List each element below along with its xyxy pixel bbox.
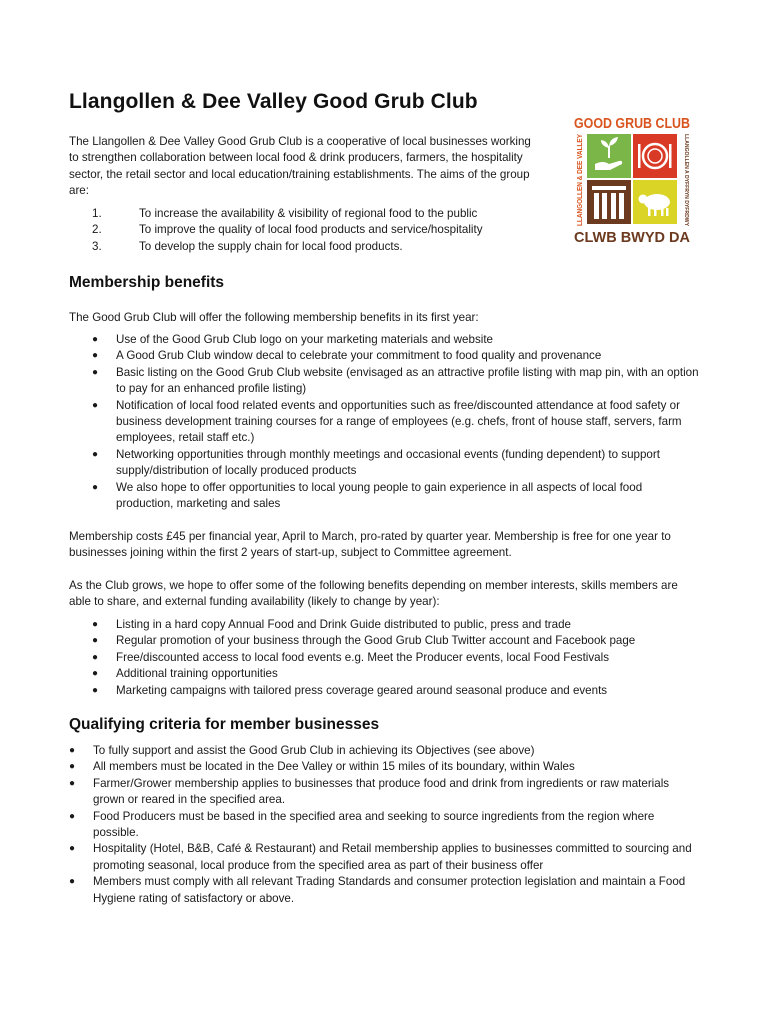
aim-number: 3. — [92, 239, 102, 253]
list-item — [92, 447, 701, 480]
bullet-icon: ● — [92, 635, 99, 647]
aim-item — [69, 222, 549, 238]
list-item — [69, 759, 698, 775]
list-item — [92, 480, 701, 513]
bullet-icon: ● — [92, 334, 99, 345]
list-item — [92, 633, 716, 649]
hand-sprout-icon — [587, 134, 631, 178]
list-item-text: Notification of local food related events and opportunities such as free/discounted attendance at food safety or business development training courses for a range of employees (e.g. chefs, front of house staff, servers, farm employees, retail staff etc.) — [116, 398, 682, 445]
bullet-icon: ● — [69, 745, 76, 756]
list-item-text: Regular promotion of your business through the Good Grub Club Twitter account and Facebook page — [116, 634, 636, 648]
logo-bottom-text: CLWB BWYD DA — [574, 229, 691, 246]
list-item-text: Marketing campaigns with tailored press coverage geared around seasonal produce and events — [116, 683, 608, 697]
membership-benefits-list — [92, 332, 701, 512]
bullet-icon: ● — [92, 651, 99, 663]
list-item-text: Networking opportunities through monthly meetings and occasional events (funding dependent) to support supply/distribution of locally produced products — [116, 447, 660, 478]
plate-cutlery-icon — [633, 134, 677, 178]
intro-paragraph: The Llangollen & Dee Valley Good Grub Club is a cooperative of local businesses working to strengthen collaboration between local food & drink producers, farmers, the hospitality sector, the retail sector and local education/training establishments. The aims of the group are: — [69, 135, 531, 198]
bullet-icon: ● — [69, 777, 76, 789]
building-icon — [587, 180, 631, 224]
membership-cost: Membership costs £45 per financial year, April to March, pro-rated by quarter year. Membership is free for one year to businesses joining within the first 2 years of start-up, subject to Committee agreement. — [69, 530, 671, 560]
list-item-text: Additional training opportunities — [116, 667, 278, 681]
list-item-text: Listing in a hard copy Annual Food and Drink Guide distributed to public, press and trade — [116, 618, 572, 631]
membership-heading: Membership benefits — [69, 274, 225, 291]
logo-left-text: LLANGOLLEN & DEE VALLEY — [577, 125, 584, 226]
list-item-text: A Good Grub Club window decal to celebrate your commitment to food quality and provenance — [116, 349, 602, 363]
list-item — [92, 398, 701, 447]
logo-right-text: LLANGOLLEN A DYFFRYN DYFRDWY — [683, 134, 689, 234]
bullet-icon: ● — [69, 810, 76, 822]
sheep-icon — [633, 180, 677, 224]
list-item — [92, 365, 701, 398]
future-benefits-list — [92, 617, 716, 699]
bullet-icon: ● — [92, 684, 99, 696]
list-item-text: Members must comply with all relevant Trading Standards and consumer protection legislation and maintain a Food Hygiene rating of satisfactory or above. — [93, 875, 686, 905]
list-item — [92, 666, 716, 682]
list-item-text: To fully support and assist the Good Grub Club in achieving its Objectives (see above) — [93, 744, 535, 757]
aim-item — [69, 239, 549, 255]
bullet-icon: ● — [92, 668, 99, 680]
list-item — [92, 683, 716, 699]
logo-top-text: GOOD GRUB CLUB — [574, 116, 690, 132]
list-item — [69, 874, 698, 907]
list-item-text: Basic listing on the Good Grub Club website (envisaged as an attractive profile listing with map pin, with an option to pay for an enhanced profile listing) — [116, 365, 699, 396]
list-item-text: Farmer/Grower membership applies to businesses that produce food and drink from ingredients or raw materials grown or reared in the specified area. — [93, 776, 670, 807]
list-item-text: Free/discounted access to local food events e.g. Meet the Producer events, local Food Festivals — [116, 650, 609, 664]
bullet-icon: ● — [69, 843, 76, 855]
list-item — [69, 776, 698, 809]
bullet-icon: ● — [92, 350, 99, 362]
good-grub-club-logo — [573, 114, 691, 244]
page-title: Llangollen & Dee Valley Good Grub Club — [69, 90, 478, 113]
list-item — [92, 650, 716, 666]
criteria-list — [69, 743, 698, 907]
aim-item — [69, 206, 549, 222]
aim-text: To develop the supply chain for local food products. — [139, 239, 403, 253]
list-item-text: Use of the Good Grub Club logo on your marketing materials and website — [116, 333, 493, 346]
bullet-icon: ● — [92, 481, 99, 493]
bullet-icon: ● — [92, 366, 99, 378]
list-item-text: We also hope to offer opportunities to local young people to gain experience in all aspects of local food production, marketing and sales — [116, 480, 643, 511]
list-item — [92, 348, 701, 364]
list-item-text: All members must be located in the Dee Valley or within 15 miles of its boundary, within Wales — [93, 760, 575, 774]
membership-lead: The Good Grub Club will offer the following membership benefits in its first year: — [69, 311, 479, 324]
bullet-icon: ● — [69, 876, 76, 888]
aims-list — [69, 206, 549, 255]
bullet-icon: ● — [92, 619, 99, 630]
criteria-heading: Qualifying criteria for member businesses — [69, 716, 380, 733]
list-item — [92, 332, 701, 348]
list-item — [69, 743, 698, 759]
aim-number: 2. — [92, 223, 102, 237]
membership-growth: As the Club grows, we hope to offer some of the following benefits depending on member interests, skills members are able to share, and external funding availability (likely to change by year): — [69, 579, 678, 609]
list-item — [69, 809, 698, 842]
bullet-icon: ● — [92, 448, 99, 460]
aim-text: To increase the availability & visibility of regional food to the public — [139, 207, 478, 220]
bullet-icon: ● — [69, 761, 76, 773]
list-item-text: Food Producers must be based in the specified area and seeking to source ingredients from the region where possible. — [93, 809, 655, 840]
list-item-text: Hospitality (Hotel, B&B, Café & Restaurant) and Retail membership applies to businesses committed to sourcing and promoting seasonal, local produce from the specified area as part of their business offer — [93, 842, 692, 872]
list-item — [92, 617, 716, 633]
aim-number: 1. — [92, 207, 102, 220]
bullet-icon: ● — [92, 399, 99, 411]
list-item — [69, 841, 698, 874]
aim-text: To improve the quality of local food products and service/hospitality — [139, 223, 483, 237]
